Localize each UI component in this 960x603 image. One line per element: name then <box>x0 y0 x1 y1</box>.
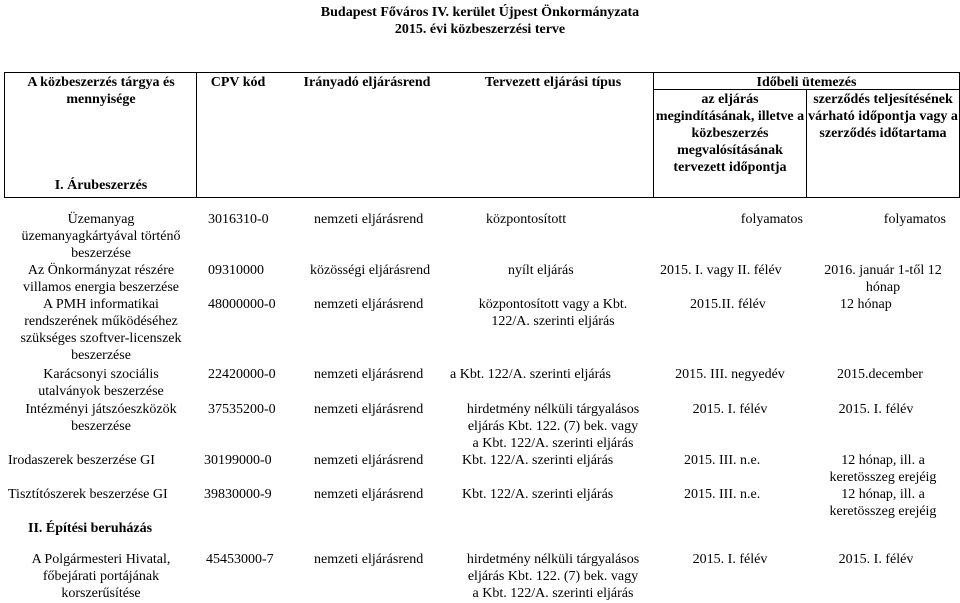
cell-start: 2015. I. félév <box>692 402 768 417</box>
header-procedure: Irányadó eljárásrend <box>303 75 431 90</box>
section-goods: I. Árubeszerzés <box>54 178 148 193</box>
header-divider-1 <box>196 72 197 197</box>
cell-cpv: 09310000 <box>208 263 264 278</box>
document-title <box>0 4 960 38</box>
header-end: szerződés teljesítésének várható időpontja vagy a szerződés időtartama <box>808 92 958 141</box>
cell-cpv: 37535200-0 <box>208 402 276 417</box>
cell-procedure: nemzeti eljárásrend <box>314 402 424 417</box>
cell-procedure: nemzeti eljárásrend <box>314 552 424 567</box>
header-bottom-border <box>4 197 960 198</box>
cell-start: 2015. III. n.e. <box>684 453 761 468</box>
cell-type: hirdetmény nélküli tárgyalásos eljárás Kbt. 122. (7) bek. vagy a Kbt. 122/A. szerinti eljárás <box>466 552 640 601</box>
cell-end: 12 hónap, ill. a keretösszeg erejéig <box>829 487 937 519</box>
cell-procedure: nemzeti eljárásrend <box>314 212 424 227</box>
cell-cpv: 30199000-0 <box>204 453 272 468</box>
cell-type: központosított vagy a Kbt. 122/A. szerinti eljárás <box>478 297 628 329</box>
cell-cpv: 39830000-9 <box>204 487 272 502</box>
cell-type: hirdetmény nélküli tárgyalásos eljárás Kbt. 122. (7) bek. vagy a Kbt. 122/A. szerinti eljárás <box>466 402 640 451</box>
header-divider-3 <box>806 89 807 197</box>
cell-type: Kbt. 122/A. szerinti eljárás <box>462 453 614 468</box>
cell-end: folyamatos <box>883 212 946 227</box>
header-top-border <box>4 72 960 73</box>
cell-subject: Intézményi játszóeszközök beszerzése <box>25 402 177 434</box>
header-type: Tervezett eljárási típus <box>484 75 622 90</box>
cell-end: 12 hónap <box>840 297 892 312</box>
cell-subject: Üzemanyag üzemanyagkártyával történő beszerzése <box>21 212 181 261</box>
cell-subject: Irodaszerek beszerzése GI <box>8 453 155 468</box>
section-construction: II. Építési beruházás <box>28 521 153 536</box>
cell-procedure: nemzeti eljárásrend <box>314 297 424 312</box>
cell-end: 12 hónap, ill. a keretösszeg erejéig <box>829 453 937 485</box>
cell-type: központosított <box>486 212 567 227</box>
cell-subject: Karácsonyi szociális utalványok beszerzése <box>38 367 164 399</box>
cell-cpv: 22420000-0 <box>208 367 276 382</box>
title-line-2: 2015. évi közbeszerzési terve <box>394 22 566 37</box>
header-start: az eljárás megindításának, illetve a közbeszerzés megvalósításának tervezett időpontja <box>655 92 805 175</box>
cell-end: 2015.december <box>837 367 923 382</box>
cell-procedure: közösségi eljárásrend <box>310 263 431 278</box>
cell-procedure: nemzeti eljárásrend <box>314 453 424 468</box>
cell-subject: Tisztítószerek beszerzése GI <box>8 487 168 502</box>
header-schedule: Időbeli ütemezés <box>756 75 857 90</box>
cell-end: 2015. I. félév <box>838 402 914 417</box>
cell-subject: A PMH informatikai rendszerének működéséhez szükséges szoftver-licenszek beszerzése <box>20 297 182 363</box>
cell-subject: A Polgármesteri Hivatal, főbejárati portájának korszerűsítése <box>31 552 171 601</box>
cell-start: folyamatos <box>740 212 803 227</box>
cell-start: 2015. III. n.e. <box>684 487 761 502</box>
cell-end: 2016. január 1-től 12 hónap <box>824 263 942 295</box>
cell-cpv: 45453000-7 <box>206 552 274 567</box>
cell-start: 2015.II. félév <box>690 297 766 312</box>
cell-type: Kbt. 122/A. szerinti eljárás <box>462 487 614 502</box>
cell-start: 2015. I. vagy II. félév <box>660 263 782 278</box>
cell-cpv: 48000000-0 <box>208 297 276 312</box>
header-subject: A közbeszerzés tárgya és mennyisége <box>27 75 175 107</box>
cell-start: 2015. III. negyedév <box>675 367 785 382</box>
header-left-border <box>4 72 5 197</box>
cell-type: nyílt eljárás <box>508 263 574 278</box>
cell-type: a Kbt. 122/A. szerinti eljárás <box>450 367 611 382</box>
cell-procedure: nemzeti eljárásrend <box>314 367 424 382</box>
cell-subject: Az Önkormányzat részére villamos energia beszerzése <box>22 263 179 295</box>
title-line-1: Budapest Főváros IV. kerület Újpest Önkormányzata <box>320 5 640 20</box>
cell-cpv: 3016310-0 <box>208 212 269 227</box>
cell-start: 2015. I. félév <box>692 552 768 567</box>
cell-procedure: nemzeti eljárásrend <box>314 487 424 502</box>
header-cpv: CPV kód <box>210 75 266 90</box>
cell-end: 2015. I. félév <box>838 552 914 567</box>
